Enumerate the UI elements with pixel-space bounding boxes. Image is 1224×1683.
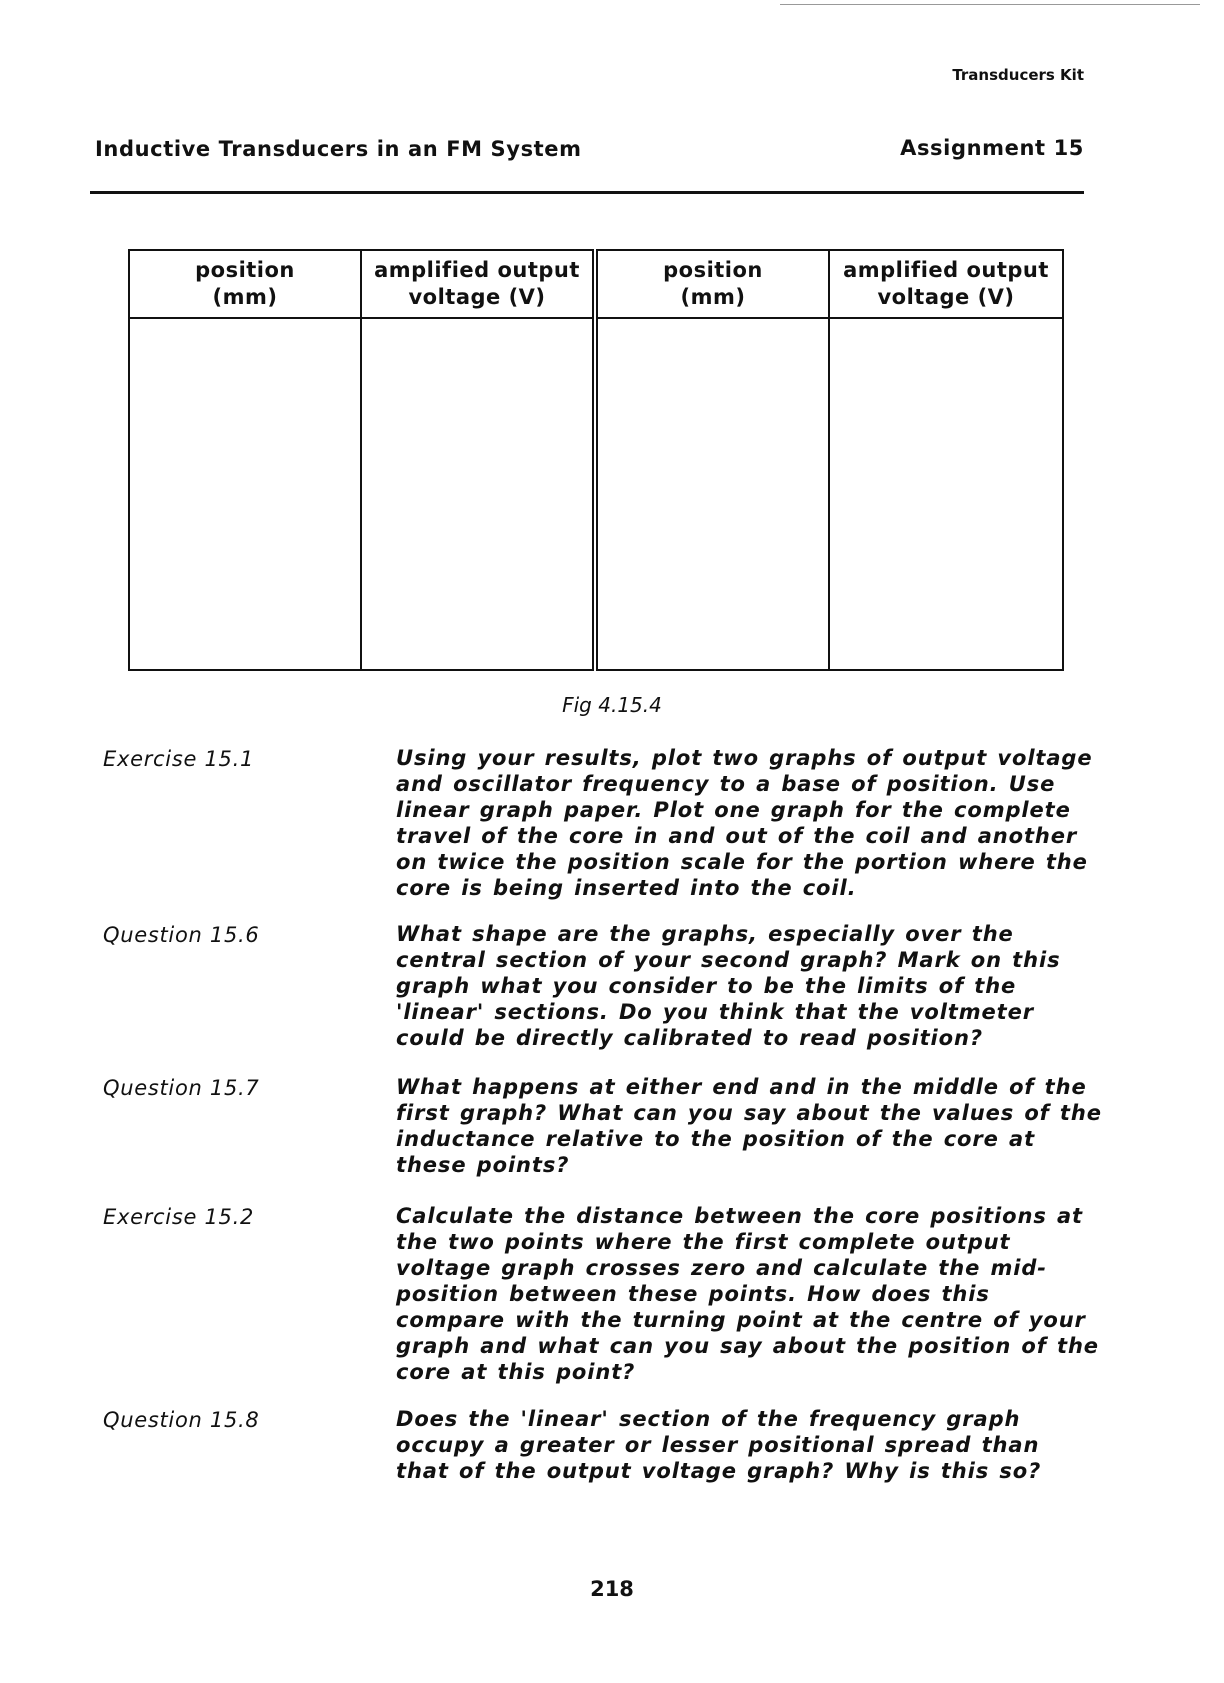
text-line: position between these points. How does this [396, 1282, 990, 1306]
item-label: Exercise 15.1 [103, 747, 255, 771]
page-number: 218 [590, 1577, 634, 1601]
item-label: Question 15.7 [103, 1076, 260, 1100]
table-header-row [129, 250, 1063, 318]
text-line: central section of your second graph? Mark on this [396, 948, 1061, 972]
header-position-2 [595, 250, 829, 318]
text-line: What shape are the graphs, especially over the [396, 922, 1014, 946]
text-line: Does the 'linear' section of the frequency graph [396, 1407, 1021, 1431]
top-rule [780, 4, 1200, 5]
header-line: voltage (V) [408, 285, 546, 309]
header-line: position [195, 258, 295, 282]
table-cell[interactable] [829, 318, 1063, 670]
text-line: 'linear' sections. Do you think that the voltmeter [396, 1000, 1035, 1024]
text-line: graph what you consider to be the limits of the [396, 974, 1017, 998]
table-body-row [129, 318, 1063, 670]
header-voltage-1 [361, 250, 595, 318]
text-line: on twice the position scale for the portion where the [396, 850, 1088, 874]
text-line: that of the output voltage graph? Why is this so? [396, 1459, 1042, 1483]
table-cell[interactable] [595, 318, 829, 670]
results-table [128, 249, 1064, 671]
item-text [396, 1074, 1156, 1178]
item-label: Question 15.8 [103, 1408, 260, 1432]
kit-name: Transducers Kit [952, 66, 1084, 84]
text-line: Using your results, plot two graphs of output voltage [396, 746, 1093, 770]
text-line: graph and what can you say about the position of the [396, 1334, 1099, 1358]
text-line: could be directly calibrated to read position? [396, 1026, 983, 1050]
header-position-1 [129, 250, 361, 318]
text-line: voltage graph crosses zero and calculate the mid- [396, 1256, 1047, 1280]
text-line: What happens at either end and in the middle of the [396, 1075, 1087, 1099]
text-line: Calculate the distance between the core positions at [396, 1204, 1083, 1228]
assignment-number: Assignment 15 [900, 136, 1084, 160]
header-line: voltage (V) [877, 285, 1015, 309]
header-voltage-2 [829, 250, 1063, 318]
header-rule [90, 191, 1084, 194]
figure-caption: Fig 4.15.4 [562, 693, 662, 717]
header-line: position [663, 258, 763, 282]
text-line: compare with the turning point at the centre of your [396, 1308, 1086, 1332]
text-line: core is being inserted into the coil. [396, 876, 857, 900]
header-line: amplified output [843, 258, 1049, 282]
item-text [396, 745, 1156, 901]
text-line: travel of the core in and out of the coil and another [396, 824, 1078, 848]
header-line: (mm) [680, 285, 746, 309]
table-cell[interactable] [129, 318, 361, 670]
text-line: these points? [396, 1153, 570, 1177]
text-line: inductance relative to the position of the core at [396, 1127, 1036, 1151]
text-line: core at this point? [396, 1360, 636, 1384]
text-line: occupy a greater or lesser positional spread than [396, 1433, 1040, 1457]
item-label: Exercise 15.2 [103, 1205, 255, 1229]
item-text [396, 1203, 1156, 1385]
text-line: and oscillator frequency to a base of position. Use [396, 772, 1056, 796]
item-text [396, 921, 1156, 1051]
header-line: amplified output [374, 258, 580, 282]
item-text [396, 1406, 1156, 1484]
table-cell[interactable] [361, 318, 595, 670]
item-label: Question 15.6 [103, 923, 260, 947]
page-title: Inductive Transducers in an FM System [95, 137, 582, 161]
header-line: (mm) [212, 285, 278, 309]
text-line: the two points where the first complete output [396, 1230, 1011, 1254]
text-line: first graph? What can you say about the values of the [396, 1101, 1102, 1125]
text-line: linear graph paper. Plot one graph for the complete [396, 798, 1071, 822]
